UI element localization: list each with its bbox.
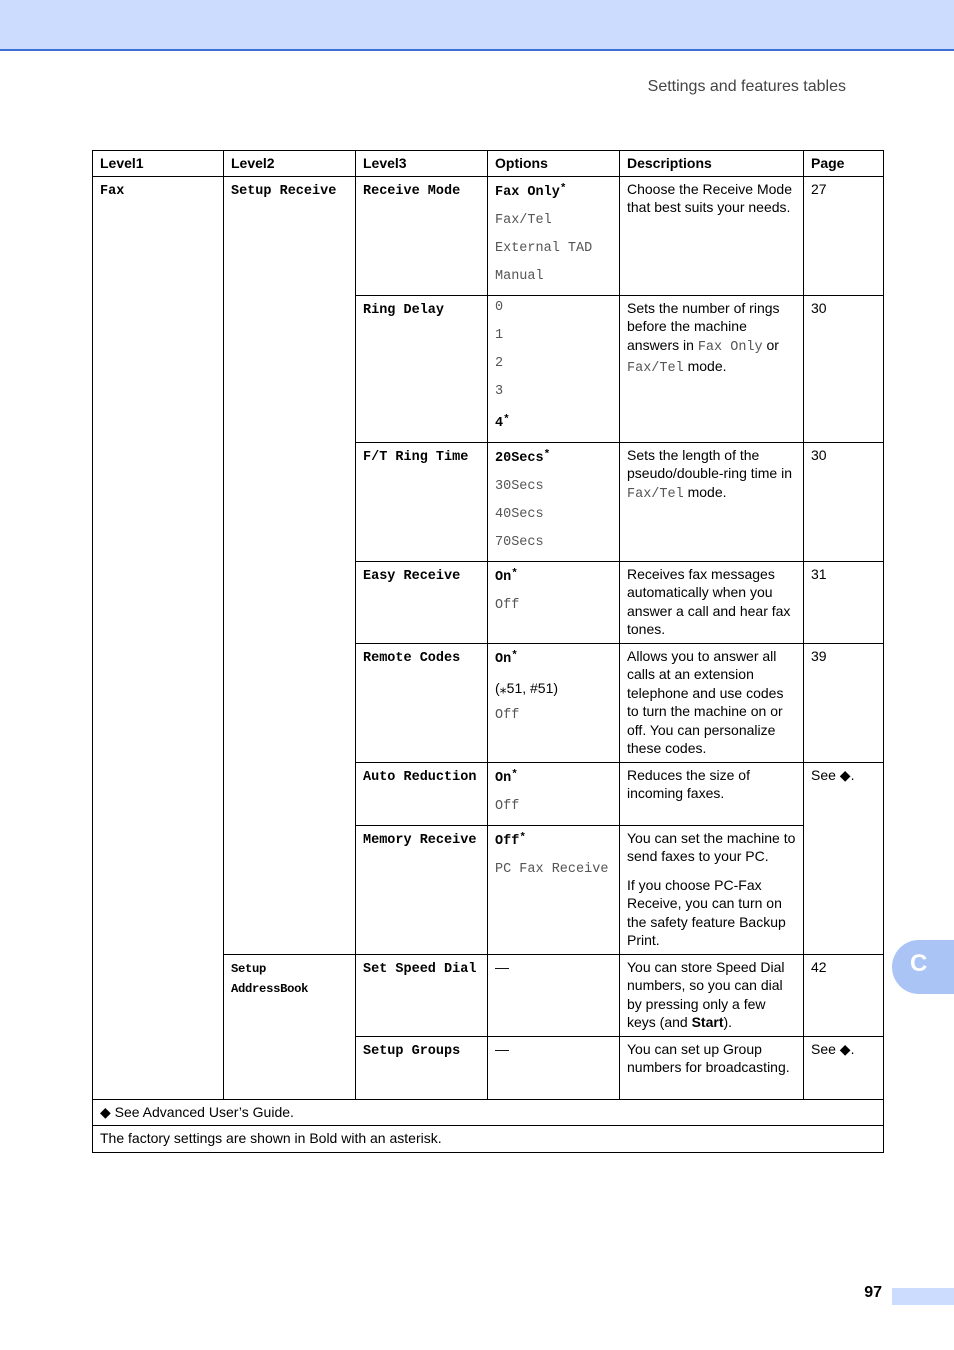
option: Off <box>495 597 520 613</box>
page-cell: 31 <box>804 561 884 643</box>
option: 3 <box>495 383 504 399</box>
column-header-options: Options <box>488 151 620 177</box>
level3-value: Set Speed Dial <box>363 961 477 977</box>
level2-value: Setup AddressBook <box>231 961 309 996</box>
option: 1 <box>495 327 504 343</box>
options-cell <box>488 442 620 561</box>
options-cell <box>488 561 620 643</box>
description-cell: Receives fax messages automatically when you answer a call and hear fax tones. <box>620 561 804 643</box>
description-cell: Reduces the size of incoming faxes. <box>620 762 804 825</box>
options-cell <box>488 176 620 295</box>
page-cell: See ◆. <box>804 762 884 954</box>
options-cell: — <box>488 954 620 1036</box>
option-default: On* <box>495 768 518 786</box>
option-default: 4* <box>495 413 510 431</box>
footnote-row <box>93 1099 884 1126</box>
option: PC Fax Receive <box>495 861 609 877</box>
description-cell: You can set the machine to send faxes to your PC. If you choose PC-Fax Receive, you can turn on the safety feature Backup Print. <box>620 825 804 954</box>
page-cell: 39 <box>804 643 884 762</box>
description-cell: You can store Speed Dial numbers, so you can dial by pressing only a few keys (and Start). <box>620 954 804 1036</box>
option: Fax/Tel <box>495 212 552 228</box>
description-cell: Choose the Receive Mode that best suits your needs. <box>620 176 804 295</box>
options-cell <box>488 825 620 954</box>
page-cell: 30 <box>804 442 884 561</box>
level1-cell <box>93 176 224 1099</box>
level1-value: Fax <box>100 183 125 199</box>
column-header-descriptions: Descriptions <box>620 151 804 177</box>
page-cell: 30 <box>804 295 884 442</box>
option: Off <box>495 798 520 814</box>
column-header-level1: Level1 <box>93 151 224 177</box>
option-default: On* <box>495 567 518 585</box>
level3-value: Easy Receive <box>363 568 461 584</box>
footnote-row <box>93 1126 884 1153</box>
column-header-page: Page <box>804 151 884 177</box>
page-number-bar <box>892 1288 954 1305</box>
description-cell: You can set up Group numbers for broadcasting. <box>620 1036 804 1099</box>
option: 30Secs <box>495 478 544 494</box>
level2-value: Setup Receive <box>231 183 337 199</box>
level3-value: Ring Delay <box>363 302 445 318</box>
level3-cell <box>356 643 488 762</box>
level3-cell <box>356 825 488 954</box>
option-default: On* <box>495 649 518 667</box>
level3-value: Setup Groups <box>363 1043 461 1059</box>
option: External TAD <box>495 240 593 256</box>
footnote-guide: ◆ See Advanced User’s Guide. <box>93 1099 884 1126</box>
level3-cell <box>356 762 488 825</box>
level3-value: Remote Codes <box>363 650 461 666</box>
level3-cell <box>356 295 488 442</box>
chapter-tab <box>892 940 954 994</box>
option: Manual <box>495 268 544 284</box>
level3-cell <box>356 442 488 561</box>
option: 2 <box>495 355 504 371</box>
footnote-defaults: The factory settings are shown in Bold with an asterisk. <box>93 1126 884 1153</box>
options-cell <box>488 643 620 762</box>
column-header-level3: Level3 <box>356 151 488 177</box>
description-cell: Sets the length of the pseudo/double-ring time in Fax/Tel mode. <box>620 442 804 561</box>
options-cell <box>488 762 620 825</box>
column-header-level2: Level2 <box>224 151 356 177</box>
level3-cell <box>356 954 488 1036</box>
running-header: Settings and features tables <box>647 78 846 95</box>
table-header-row <box>93 151 884 177</box>
level3-cell <box>356 176 488 295</box>
option: Off <box>495 707 520 723</box>
page-cell: 42 <box>804 954 884 1036</box>
settings-table <box>92 150 884 1153</box>
option-code-hint: (⁎51, #51) <box>495 679 559 696</box>
options-cell: — <box>488 1036 620 1099</box>
level3-cell <box>356 1036 488 1099</box>
level3-value: Memory Receive <box>363 832 477 848</box>
page-cell: 27 <box>804 176 884 295</box>
level3-value: Auto Reduction <box>363 769 477 785</box>
table-row <box>93 176 884 295</box>
level3-value: Receive Mode <box>363 183 461 199</box>
option: 0 <box>495 299 504 315</box>
option: 70Secs <box>495 534 544 550</box>
options-cell <box>488 295 620 442</box>
top-color-band <box>0 0 954 51</box>
page-cell: See ◆. <box>804 1036 884 1099</box>
level3-cell <box>356 561 488 643</box>
level3-value: F/T Ring Time <box>363 449 469 465</box>
description-cell: Allows you to answer all calls at an extension telephone and use codes to turn the machine on or off. You can personalize these codes. <box>620 643 804 762</box>
level2-cell <box>224 954 356 1099</box>
level2-cell <box>224 176 356 954</box>
option: 40Secs <box>495 506 544 522</box>
option-default: Fax Only* <box>495 182 567 200</box>
chapter-tab-label: C <box>910 950 928 977</box>
option-default: 20Secs* <box>495 448 551 466</box>
description-cell: Sets the number of rings before the machine answers in Fax Only or Fax/Tel mode. <box>620 295 804 442</box>
option-default: Off* <box>495 831 526 849</box>
page-number: 97 <box>864 1284 882 1301</box>
